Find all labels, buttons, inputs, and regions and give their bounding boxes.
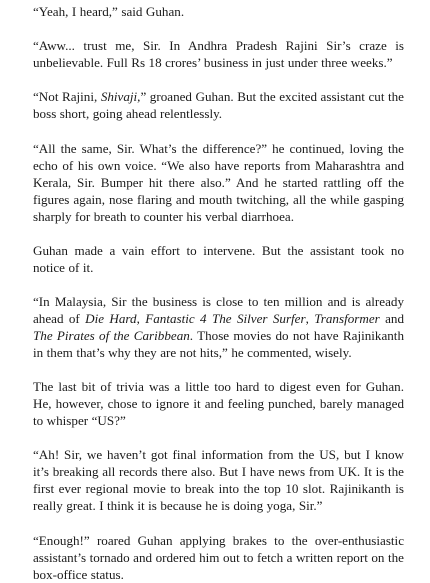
paragraph-2-text: “Aww... trust me, Sir. In Andhra Pradesh Rajini Sir’s craze is unbelievable. Full Rs 18 crores’ business in just under three weeks.” bbox=[33, 38, 404, 71]
paragraph-7-text: The last bit of trivia was a little too hard to digest even for Guhan. He, however, chose to ignore it and feeling punched, barely managed to whisper “US?” bbox=[33, 379, 404, 429]
paragraph-5-text: Guhan made a vain effort to intervene. But the assistant took no notice of it. bbox=[33, 242, 404, 275]
paragraph-9-text: “Enough!” roared Guhan applying brakes to the over-enthusiastic assistant’s tornado and ordered him out to fetch a written report on the box-office status. bbox=[33, 532, 404, 582]
paragraph-3-italic-shivaji: Shivaji, bbox=[100, 89, 141, 105]
paragraph-5 bbox=[33, 242, 404, 276]
paragraph-6-italic-die-hard: Die Hard bbox=[85, 310, 137, 326]
paragraph-8-text: “Ah! Sir, we haven’t got final information from the US, but I know it’s breaking all records there also. But I have news from UK. It is the first ever regional movie to break into the top 10 slot. Rajinikanth is really great. I think it is because he is doing yoga, Sir.” bbox=[33, 447, 404, 514]
paragraph-3-text-b: ” groaned Guhan. But the excited assistant cut the boss short, going ahead relentlessly. bbox=[33, 89, 404, 122]
book-page bbox=[33, 3, 404, 583]
paragraph-6-italic-transformer: Transformer bbox=[314, 310, 380, 326]
paragraph-9 bbox=[33, 532, 404, 583]
paragraph-1-text: “Yeah, I heard,” said Guhan. bbox=[33, 4, 185, 19]
paragraph-2 bbox=[33, 37, 404, 71]
paragraph-3-text-a: “Not Rajini, bbox=[33, 89, 101, 105]
paragraph-6-sep-3: and bbox=[379, 310, 404, 326]
paragraph-1 bbox=[33, 3, 404, 20]
paragraph-4-text: “All the same, Sir. What’s the difference?” he continued, loving the echo of his own voice. “We also have reports from Maharashtra and Kerala, Sir. Bumper hit there also.” And he started rattling off the figures again, nose flaring and mouth twitching, all the while gasping sharply for breath to counter his verbal diarrhoea. bbox=[33, 140, 404, 224]
paragraph-6 bbox=[33, 293, 404, 361]
paragraph-3 bbox=[33, 88, 404, 122]
paragraph-6-text-b: . Those movies do not have Rajinikanth in them that’s why they are not hits,” he commented, wisely. bbox=[33, 327, 404, 360]
paragraph-7 bbox=[33, 378, 404, 429]
paragraph-6-text-a: “In Malaysia, Sir the business is close to ten million and is already ahead of bbox=[33, 293, 404, 326]
paragraph-8 bbox=[33, 446, 404, 514]
paragraph-6-italic-fantastic-4: Fantastic 4 The Silver Surfer bbox=[145, 310, 306, 326]
paragraph-6-sep-2: , bbox=[305, 310, 315, 326]
paragraph-4 bbox=[33, 140, 404, 225]
paragraph-6-italic-pirates: The Pirates of the Caribbean bbox=[33, 327, 190, 343]
paragraph-6-sep-1: , bbox=[136, 310, 146, 326]
